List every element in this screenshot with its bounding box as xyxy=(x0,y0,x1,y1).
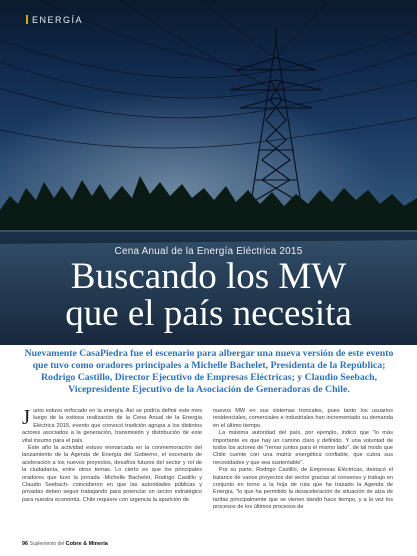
body-column-right xyxy=(213,408,393,512)
article-title-line2: que el país necesita xyxy=(65,293,352,334)
body-paragraph-text: unio estuvo enfocado en la energía. Así se podría definir este mes luego de la exitosa realización de la Cena Anual de la Energía Eléctrica 2015, evento que convocó tradición agrupa a los distintos actores asociados a la generación, transmisión y distribución de este vital insumo para el país. xyxy=(22,408,202,444)
body-column-left xyxy=(22,405,202,504)
section-label-text: ENERGÍA xyxy=(32,15,84,25)
body-paragraph: La máxima autoridad del país, por ejemplo, indicó que "lo más importante es que hay un camino claro y definido. Y una voluntad de todos los actores de "remar juntos para el mismo lado", de tal modo que Chile cuente con una matriz energética confiable, que cubra sus necesidades y que sea sustentable". xyxy=(213,430,393,466)
publication-name: Cobre & Minería xyxy=(65,541,108,547)
section-accent-bar xyxy=(26,15,28,24)
page-footer xyxy=(22,541,108,547)
article-title xyxy=(0,258,417,332)
section-label xyxy=(26,15,83,25)
body-paragraph xyxy=(22,405,202,445)
body-paragraph: nuevos MW en sus sistemas troncales, pues tanto los usuarios residenciales, comerciales e industriales han incrementado su demanda en el último tiempo. xyxy=(213,408,393,429)
article-title-line1: Buscando los MW xyxy=(70,256,347,297)
drop-cap: J xyxy=(22,405,31,429)
article-kicker: Cena Anual de la Energía Eléctrica 2015 xyxy=(114,246,303,257)
publication-prefix: Suplemento del xyxy=(29,541,65,547)
page-number: 96 xyxy=(22,541,29,547)
article-lead: Nuevamente CasaPiedra fue el escenario para albergar una nueva versión de este evento que tuvo como oradores principales a Michelle Bachelet, Presidenta de la República; Rodrigo Castillo, Director Ejecutivo de Empresas Eléctricas; y Claudio Seebach, Vicepresidente Ejecutivo de la Asociación de Generadoras de Chile. xyxy=(24,348,394,395)
body-paragraph: Este año la actividad estuvo enmarcada en la conmemoración del lanzamiento de la Agenda de Energía del Gobierno, el escenario de aceleración a los nuevos proyectos, desafíos futuros del sector y rol de la ciudadanía, entre otros temas. Lo cierto es que los principales oradores que tuvo la jornada -Michelle Bachelet, Rodrigo Castillo y Claudio Seebach- coincidieron en que las autoridades públicas y privadas deben seguir trabajando para potenciar un sector estratégico para nuestra economía. Chile requiere con urgencia la aparición de xyxy=(22,445,202,503)
body-paragraph: Por su parte, Rodrigo Castillo, de Empresas Eléctricas, destacó el balance de varios proyectos del sector gracias al consenso y trabajo en conjunto en torno a la hoja de ruta que ha trazado la Agenda de Energía, "lo que ha permitido la desaceleración de situación de alza de tarifas principalmente que se vienen dando hace tiempo, y a la vez los procesos de los últimos procesos de xyxy=(213,467,393,511)
